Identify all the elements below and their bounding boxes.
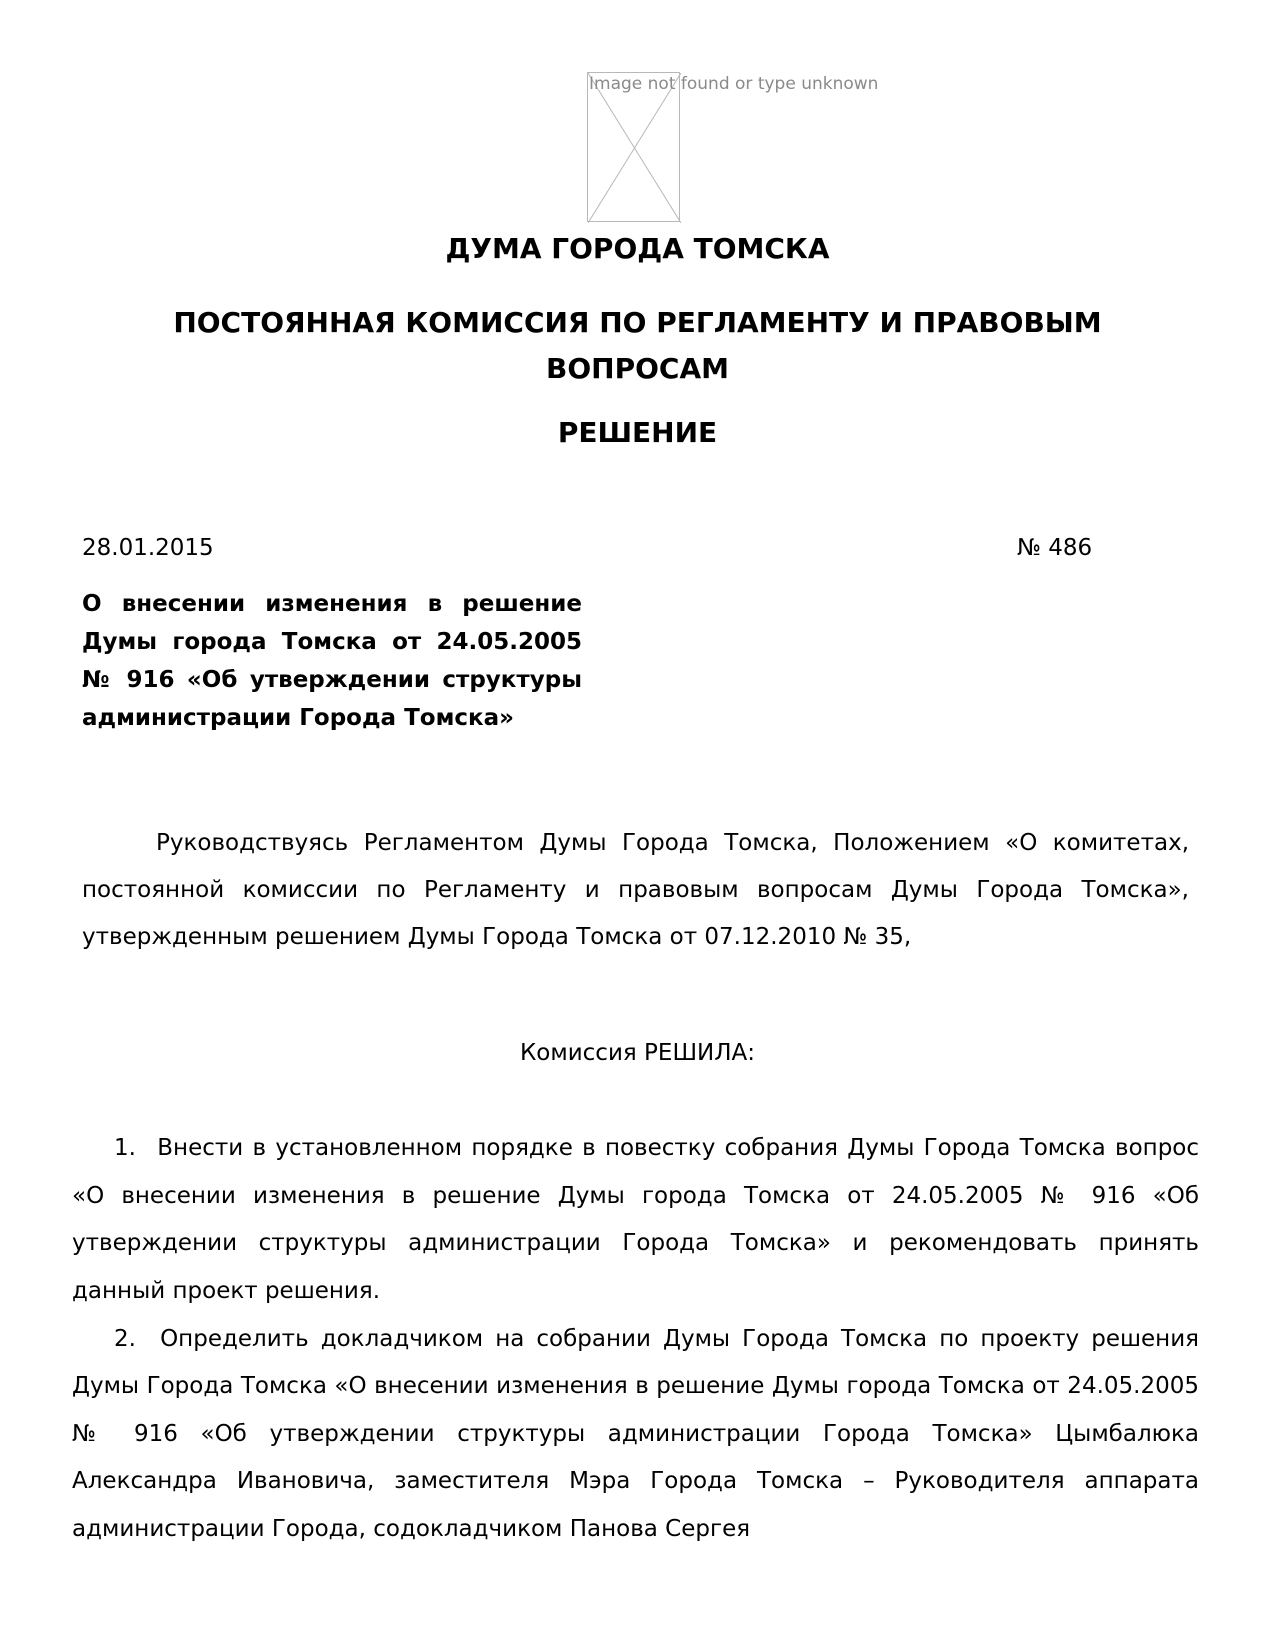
- commission-title-line2: ВОПРОСАМ: [546, 352, 729, 385]
- item-text: Определить докладчиком на собрании Думы Города Томска по проекту решения Думы Города Томска «О внесении изменения в решение Думы города Томска от 24.05.2005 № 916 «Об утверждении структуры администрации Города Томска» Цымбалюка Александра Ивановича, заместителя Мэра Города Томска – Руководителя аппарата администрации Города, содокладчиком Панова Сергея: [72, 1325, 1199, 1542]
- decision-item-1: [72, 1125, 1199, 1315]
- commission-title: [0, 300, 1275, 392]
- decision-date: 28.01.2015: [82, 535, 214, 561]
- broken-image-placeholder: [587, 72, 680, 222]
- item-number: 2.: [114, 1325, 136, 1352]
- decision-items: [72, 1125, 1199, 1553]
- preamble-paragraph: Руководствуясь Регламентом Думы Города Томска, Положением «О комитетах, постоянной комиссии по Регламенту и правовым вопросам Думы Города Томска», утвержденным решением Думы Города Томска от 07.12.2010 № 35,: [82, 830, 1189, 950]
- item-text: Внести в установленном порядке в повестку собрания Думы Города Томска вопрос «О внесении изменения в решение Думы города Томска от 24.05.2005 № 916 «Об утверждении структуры администрации Города Томска» и рекомендовать принять данный проект решения.: [72, 1135, 1200, 1304]
- document-type: РЕШЕНИЕ: [557, 416, 718, 449]
- item-number: 1.: [114, 1135, 136, 1161]
- decision-item-2: [72, 1316, 1199, 1554]
- decision-number: № 486: [1017, 535, 1093, 561]
- organization-title: ДУМА ГОРОДА ТОМСКА: [445, 232, 830, 265]
- decided-label: Комиссия РЕШИЛА:: [519, 1040, 756, 1066]
- image-alt-text: Image not found or type unknown: [589, 74, 879, 94]
- commission-title-line1: ПОСТОЯННАЯ КОМИССИЯ ПО РЕГЛАМЕНТУ И ПРАВОВЫМ: [173, 306, 1102, 339]
- broken-image-icon: [588, 73, 681, 223]
- decision-subject: О внесении изменения в решение Думы города Томска от 24.05.2005 № 916 «Об утверждении структуры администрации Города Томска»: [82, 591, 582, 731]
